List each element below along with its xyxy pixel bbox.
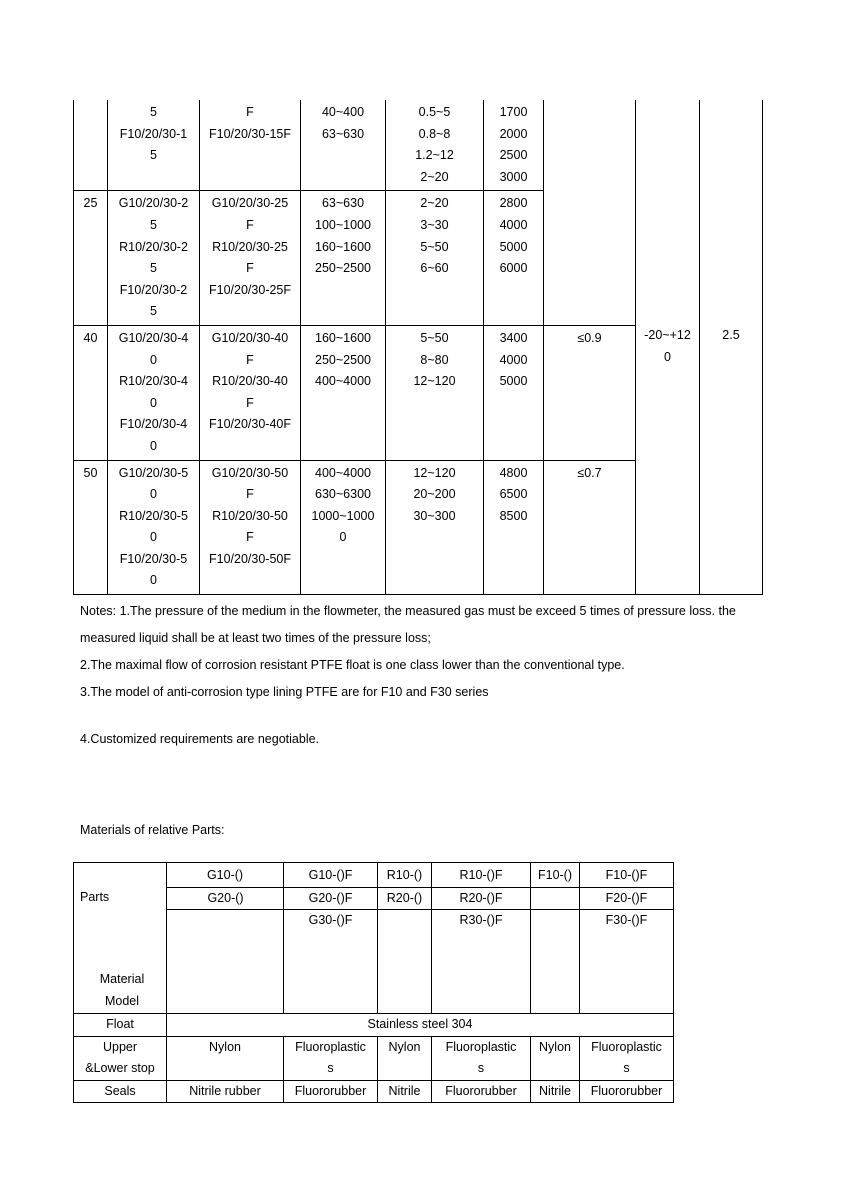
dn-cell: 25 [74, 191, 108, 326]
seals-value-cell: Nitrile [531, 1080, 580, 1103]
flow-range-gas-cell: 63~630 100~1000 160~1600 250~2500 [301, 191, 386, 326]
table-row [74, 1080, 674, 1103]
flow-range-gas-cell: 160~1600 250~2500 400~4000 [301, 325, 386, 460]
model-ptfe-cell: G10/20/30-25 F R10/20/30-25 F F10/20/30-25F [200, 191, 301, 326]
seals-label-cell: Seals [74, 1080, 167, 1103]
materials-heading: Materials of relative Parts: [80, 823, 225, 837]
stop-value-cell: Fluoroplastic s [580, 1036, 674, 1080]
table-row [74, 100, 763, 191]
stop-value-cell: Fluoroplastic s [432, 1036, 531, 1080]
temperature-cell: -20~+12 0 [636, 100, 700, 595]
float-label-cell: Float [74, 1014, 167, 1037]
flow-range-liquid-cell: 12~120 20~200 30~300 [386, 460, 484, 595]
parts-label: Parts [80, 890, 110, 904]
model-cell: G10-()F G20-()F G30-()F [284, 863, 378, 1014]
flow-range-gas-cell: 400~4000 630~6300 1000~1000 0 [301, 460, 386, 595]
model-cell: G10/20/30-5 0 R10/20/30-5 0 F10/20/30-5 0 [108, 460, 200, 595]
pressure-loss-cell: 4800 6500 8500 [484, 460, 544, 595]
table-row [74, 863, 674, 1014]
note-line: Notes: 1.The pressure of the medium in the flowmeter, the measured gas must be exceed 5 times of pressure loss. the [80, 604, 736, 618]
model-cell: F10-()F F20-()F F30-()F [580, 863, 674, 1014]
model-ptfe-cell: F F10/20/30-15F [200, 100, 301, 191]
model-cell: G10/20/30-4 0 R10/20/30-4 0 F10/20/30-4 0 [108, 325, 200, 460]
table-row [74, 1036, 674, 1080]
model-cell: F10-() [531, 863, 580, 1014]
flow-range-liquid-cell: 5~50 8~80 12~120 [386, 325, 484, 460]
note-line: 3.The model of anti-corrosion type lining PTFE are for F10 and F30 series [80, 685, 489, 699]
stop-value-cell: Nylon [531, 1036, 580, 1080]
material-model-label: Material Model [99, 972, 145, 1008]
accuracy-cell: ≤0.9 [544, 325, 636, 460]
accuracy-cell: ≤0.7 [544, 460, 636, 595]
note-line: 2.The maximal flow of corrosion resistant PTFE float is one class lower than the conventional type. [80, 658, 625, 672]
pressure-loss-cell: 3400 4000 5000 [484, 325, 544, 460]
pressure-rating-cell: 2.5 [700, 100, 763, 595]
table-row [74, 1014, 674, 1037]
seals-value-cell: Fluororubber [432, 1080, 531, 1103]
flow-range-liquid-cell: 2~20 3~30 5~50 6~60 [386, 191, 484, 326]
pressure-loss-cell: 2800 4000 5000 6000 [484, 191, 544, 326]
materials-table [73, 862, 674, 1103]
parts-header-cell [74, 863, 167, 1014]
dn-cell: 40 [74, 325, 108, 460]
dn-cell: 50 [74, 460, 108, 595]
stop-value-cell: Nylon [378, 1036, 432, 1080]
pressure-loss-cell: 1700 2000 2500 3000 [484, 100, 544, 191]
note-line: 4.Customized requirements are negotiable. [80, 732, 320, 746]
flow-range-gas-cell: 40~400 63~630 [301, 100, 386, 191]
seals-value-cell: Nitrile rubber [167, 1080, 284, 1103]
flow-range-liquid-cell: 0.5~5 0.8~8 1.2~12 2~20 [386, 100, 484, 191]
spec-table [73, 100, 763, 595]
seals-value-cell: Nitrile [378, 1080, 432, 1103]
model-ptfe-cell: G10/20/30-40 F R10/20/30-40 F F10/20/30-40F [200, 325, 301, 460]
model-cell: G10/20/30-2 5 R10/20/30-2 5 F10/20/30-2 5 [108, 191, 200, 326]
model-cell: R10-() R20-() [378, 863, 432, 1014]
stop-value-cell: Fluoroplastic s [284, 1036, 378, 1080]
model-cell: G10-() G20-() [167, 863, 284, 1014]
dn-cell [74, 100, 108, 191]
note-line: measured liquid shall be at least two times of the pressure loss; [80, 631, 431, 645]
stop-label-cell: Upper &Lower stop [74, 1036, 167, 1080]
float-value-cell: Stainless steel 304 [167, 1014, 674, 1037]
seals-value-cell: Fluororubber [580, 1080, 674, 1103]
model-ptfe-cell: G10/20/30-50 F R10/20/30-50 F F10/20/30-50F [200, 460, 301, 595]
model-cell: R10-()F R20-()F R30-()F [432, 863, 531, 1014]
accuracy-cell [544, 100, 636, 325]
model-cell: 5 F10/20/30-1 5 [108, 100, 200, 191]
stop-value-cell: Nylon [167, 1036, 284, 1080]
seals-value-cell: Fluororubber [284, 1080, 378, 1103]
